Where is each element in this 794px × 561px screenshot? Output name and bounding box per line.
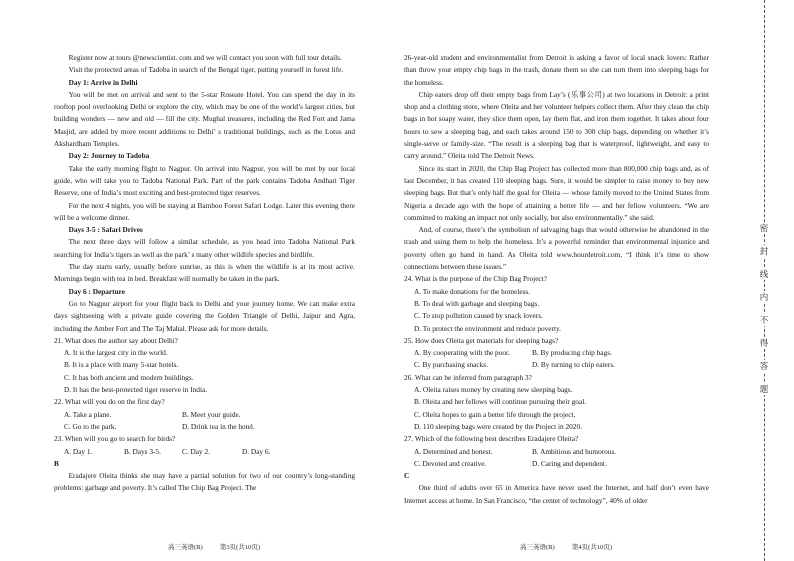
- option: C. Go to the park.: [64, 421, 117, 431]
- footer-label: 高三英语(B): [168, 544, 203, 551]
- option: D. Drink tea in the hotel.: [182, 421, 255, 431]
- binding-char: 内: [756, 291, 772, 303]
- binding-char: 题: [756, 383, 772, 395]
- question-23: 23. When will you go to search for birds?: [54, 434, 176, 444]
- passage-paragraph: 26-year-old student and environmentalist from Detroit is asking a favor of local snack lovers: Rather than throw your empty chip bags in the trash, donate them so she can turn them into sleeping bags for the homeless.: [404, 53, 709, 87]
- day-paragraph: The next three days will follow a similar schedule, as you head into Tadoba National Park searching for India’s tigers as well as the park’ s many other wildlife species and birdlife.: [54, 237, 355, 259]
- option: D. By turning to chip eaters.: [532, 360, 615, 370]
- option-row: [54, 409, 355, 421]
- binding-dashed-line: [764, 0, 766, 561]
- option: B. It is a place with many 5-star hotels.: [64, 360, 179, 370]
- day-paragraph: Take the early morning flight to Nagpur. On arrival into Nagpur, you will be met by our local guide, who will take you to Tadoba National Park. Part of the park contains Tadoba Andhari Tiger Reserve, one of India’s most exciting and best-protected tiger reserves.: [54, 163, 355, 198]
- option-row: [404, 458, 709, 470]
- option: C. Oleita hopes to gain a better life through the project.: [414, 409, 576, 419]
- option: D. Caring and dependent.: [532, 458, 607, 468]
- right-column: [404, 52, 709, 507]
- option: D. It has the best-protected tiger reserve in India.: [64, 385, 208, 395]
- day-heading: Days 3-5 : Safari Drives: [68, 225, 143, 235]
- option: D. To protect the environment and reduce poverty.: [414, 323, 561, 333]
- passage-b-paragraph: Eradajere Oleita thinks she may have a partial solution for two of our country’s long-standing problems: garbage and poverty. It’s called The Chip Bag Project. The: [54, 471, 355, 493]
- page-number: 第4页(共10页): [571, 544, 613, 551]
- intro-paragraph: Visit the protected areas of Tadoba in search of the Bengal tiger, putting yourself in forest life.: [68, 65, 344, 75]
- question-24: 24. What is the purpose of the Chip Bag Project?: [404, 274, 547, 284]
- left-column: [54, 52, 355, 495]
- passage-paragraph: Since its start in 2020, the Chip Bag Project has collected more than 800,000 chip bags and, as of last December, it has created 110 sleeping bags. Sure, it would be simpler to raise money to buy new sleeping bags. But that’s only half the goal for Oleita — whose family moved to the United States from Nigeria a decade ago with the hope of attaining a better life — and her fellow volunteers. “We are committed to making an impact not only socially, but also environmentally.” she said.: [404, 163, 709, 222]
- page-number: 第3页(共10页): [219, 544, 261, 551]
- binding-char: 答: [756, 360, 772, 372]
- question-26: 26. What can be inferred from paragraph 3?: [404, 372, 532, 382]
- binding-char: 不: [756, 314, 772, 326]
- option: C. By purchasing snacks.: [414, 360, 488, 370]
- option-row: [404, 446, 709, 458]
- footer-label: 高三英语(B): [520, 544, 555, 551]
- passage-paragraph: And, of course, there’s the symbolism of salvaging bags that would otherwise be abandoned in the trash and using them to help the homeless. It’s a powerful reminder that environmental injustice and poverty often go hand in hand. As Oleita told www.hourdetroit.com, “I think it’s time to show connections between these issues.”: [404, 225, 709, 272]
- question-27: 27. Which of the following best describes Eradajere Oleita?: [404, 434, 579, 444]
- option: A. Take a plane.: [64, 409, 112, 419]
- binding-char: 得: [756, 337, 772, 349]
- option-row: [54, 446, 355, 458]
- question-22: 22. What will you do on the first day?: [54, 397, 165, 407]
- day-heading: Day 6 : Departure: [68, 286, 125, 296]
- day-paragraph: The day starts early, usually before sunrise, as this is when the wildlife is at its most active. Mornings begin with tea in bed. Breakfast will normally be taken in the park.: [54, 262, 355, 284]
- option: D. 110 sleeping bags were created by the Project in 2020.: [414, 421, 582, 431]
- right-footer: [520, 542, 612, 551]
- option: A. It is the largest city in the world.: [64, 348, 168, 358]
- option: A. Determined and honest.: [414, 446, 493, 456]
- section-b-heading: B: [54, 458, 59, 468]
- option-row: [404, 347, 709, 359]
- day-paragraph: For the next 4 nights, you will be staying at Bamboo Forest Safari Lodge. Later this evening there will be a welcome dinner.: [54, 200, 355, 222]
- option-row: [404, 359, 709, 371]
- passage-c-paragraph: One third of adults over 65 in America have never used the Internet, and half don’t even have Internet access at home. In San Francisco, “the center of technology”, 40% of older: [404, 483, 709, 505]
- option: B. By producing chip bags.: [532, 348, 612, 358]
- section-c-heading: C: [404, 471, 410, 481]
- option: A. To make donations for the homeless.: [414, 286, 531, 296]
- option-row: [54, 421, 355, 433]
- question-25: 25. How does Oleita get materials for sleeping bags?: [404, 335, 559, 345]
- option: A. Day 1.: [64, 446, 93, 456]
- day-heading: Day 1: Arrive in Delhi: [68, 77, 138, 87]
- left-footer: [168, 542, 260, 551]
- day-paragraph: You will be met on arrival and sent to the 5-star Roseate Hotel. You can spend the day in its rooftop pool overlooking Delhi or explore the city, which may be one of the world’s largest cities, but building wonders — new and old — fill the city. Mughal treasures, including the Red Fort and Jama Masjid, are added by more recent additions to Delhi’ s traditional buildings, such as the Lotus and Akshardham Temples.: [54, 89, 355, 149]
- day-paragraph: Go to Nagpur airport for your flight back to Delhi and your journey home. We can make extra days sightseeing with a private guide covering the Golden Triangle of Delhi, Jaipur and Agra, including the Amber Fort and The Taj Mahal. Please ask for more details.: [54, 298, 355, 333]
- option: B. Oleita and her fellows will continue pursuing their goal.: [414, 397, 587, 407]
- option: C. It has both ancient and modern buildings.: [64, 372, 194, 382]
- option: C. Day 2.: [182, 446, 210, 456]
- intro-paragraph: Register now at tours @newscientist. com and we will contact you soon with full tour details.: [68, 53, 342, 62]
- binding-char: 封: [756, 245, 772, 257]
- option: B. Days 3-5.: [124, 446, 161, 456]
- option: A. Oleita raises money by creating new sleeping bags.: [414, 385, 573, 395]
- option: C. Devoted and creative.: [414, 458, 487, 468]
- option: B. To deal with garbage and sleeping bags.: [414, 298, 540, 308]
- day-heading: Day 2: Journey to Tadoba: [68, 151, 150, 161]
- question-21: 21. What does the author say about Delhi?: [54, 335, 178, 345]
- option: B. Meet your guide.: [182, 409, 241, 419]
- binding-char: 线: [756, 268, 772, 280]
- option: C. To stop pollution caused by snack lovers.: [414, 311, 543, 321]
- option: B. Ambitious and humorous.: [532, 446, 617, 456]
- option: A. By cooperating with the poor.: [414, 348, 510, 358]
- passage-paragraph: Chip eaters drop off their empty bags from Lay’s (乐事公司) at two locations in Detroit: a print shop and a clothing store, where Oleita and her volunteer helpers collect them. After they clean the chip bags in hot soapy water, they slice them open, lay them flat, and iron them together. It takes about four hours to sew a sleeping bag, and each takes around 150 to 300 chip bags, depending on whether it’s single-serve or family-size. “The result is a sleeping bag that is waterproof, lightweight, and easy to carry around.” Oleita told The Detroit News.: [404, 89, 709, 161]
- option: D. Day 6.: [242, 446, 271, 456]
- binding-char: 密: [756, 222, 772, 234]
- binding-margin: [740, 0, 794, 561]
